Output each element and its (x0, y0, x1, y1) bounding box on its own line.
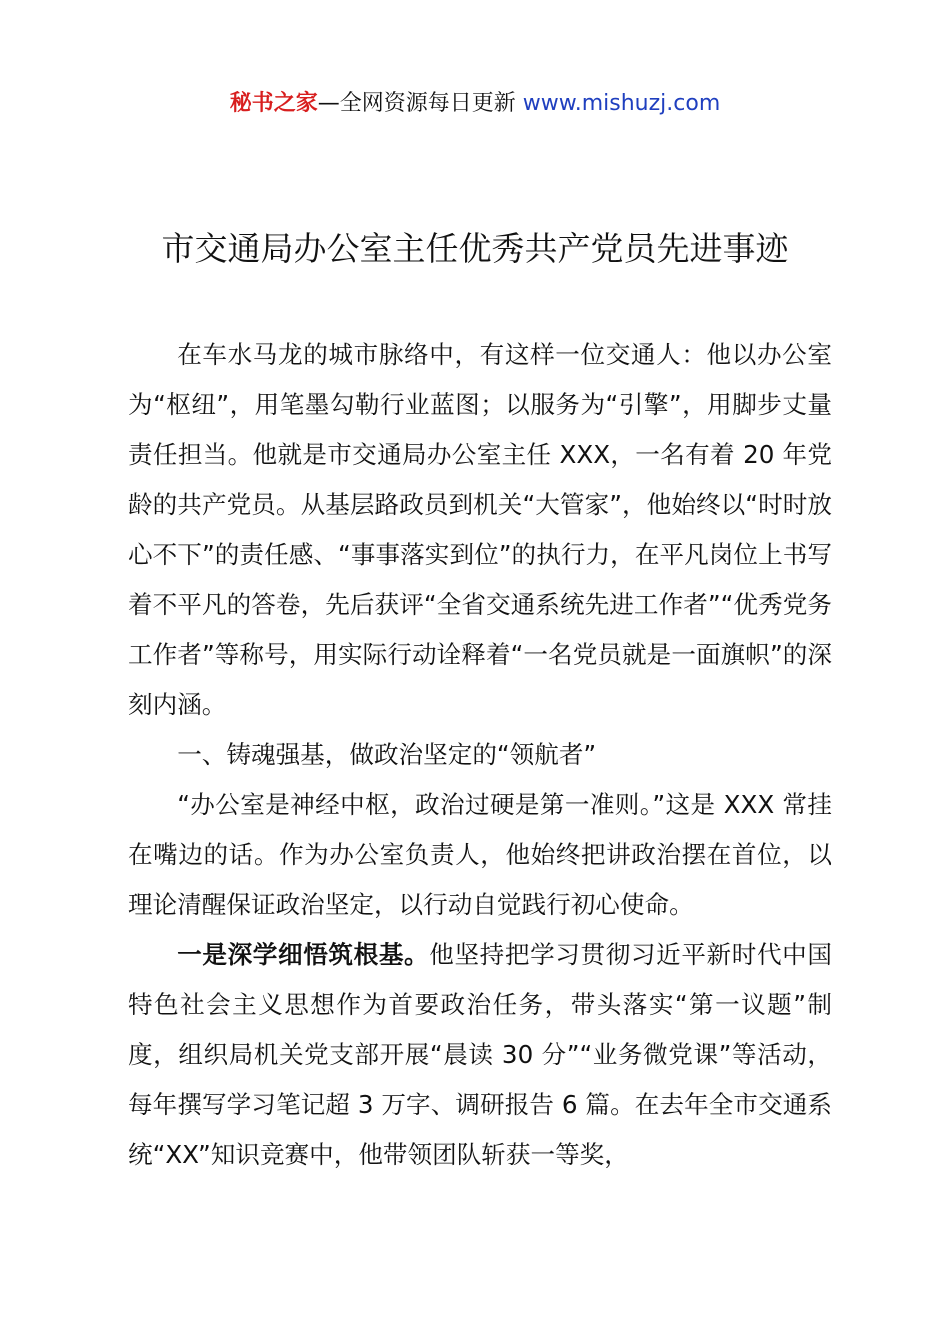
paragraph-lead: 一是深学细悟筑根基。 (177, 940, 430, 969)
site-url-link[interactable]: www.mishuzj.com (522, 91, 721, 116)
document-title: 市交通局办公室主任优秀共产党员先进事迹 (161, 229, 789, 268)
section-heading (128, 730, 832, 780)
site-brand: 秘书之家 (229, 91, 318, 116)
paragraph-text: “办公室是神经中枢，政治过硬是第一准则。”这是 XXX 常挂在嘴边的话。作为办公室负责人，他始终把讲政治摆在首位，以理论清醒保证政治坚定，以行动自觉践行初心使命。 (128, 790, 832, 919)
document-body (128, 330, 832, 1180)
paragraph-intro (128, 330, 832, 730)
section-heading-text: 一、铸魂强基，做政治坚定的“领航者” (177, 740, 597, 769)
paragraph-text: 在车水马龙的城市脉络中，有这样一位交通人：他以办公室为“枢纽”，用笔墨勾勒行业蓝图；以服务为“引擎”，用脚步丈量责任担当。他就是市交通局办公室主任 XXX，一名有着 20 年党龄的共产党员。从基层路政员到机关“大管家”，他始终以“时时放心不下”的责任感、“事事落实到位”的执行力，在平凡岗位上书写着不平凡的答卷，先后获评“全省交通系统先进工作者”“优秀党务工作者”等称号，用实际行动诠释着“一名党员就是一面旗帜”的深刻内涵。 (128, 340, 832, 719)
paragraph-text: 他坚持把学习贯彻习近平新时代中国特色社会主义思想作为首要政治任务，带头落实“第一议题”制度，组织局机关党支部开展“晨读 30 分”“业务微党课”等活动，每年撰写学习笔记超 3 万字、调研报告 6 篇。在去年全市交通系统“XX”知识竞赛中，他带领团队斩获一等奖， (128, 940, 832, 1169)
site-tagline: —全网资源每日更新 (317, 91, 523, 116)
site-header (0, 88, 950, 120)
paragraph-quote (128, 780, 832, 930)
paragraph-study (128, 930, 832, 1180)
